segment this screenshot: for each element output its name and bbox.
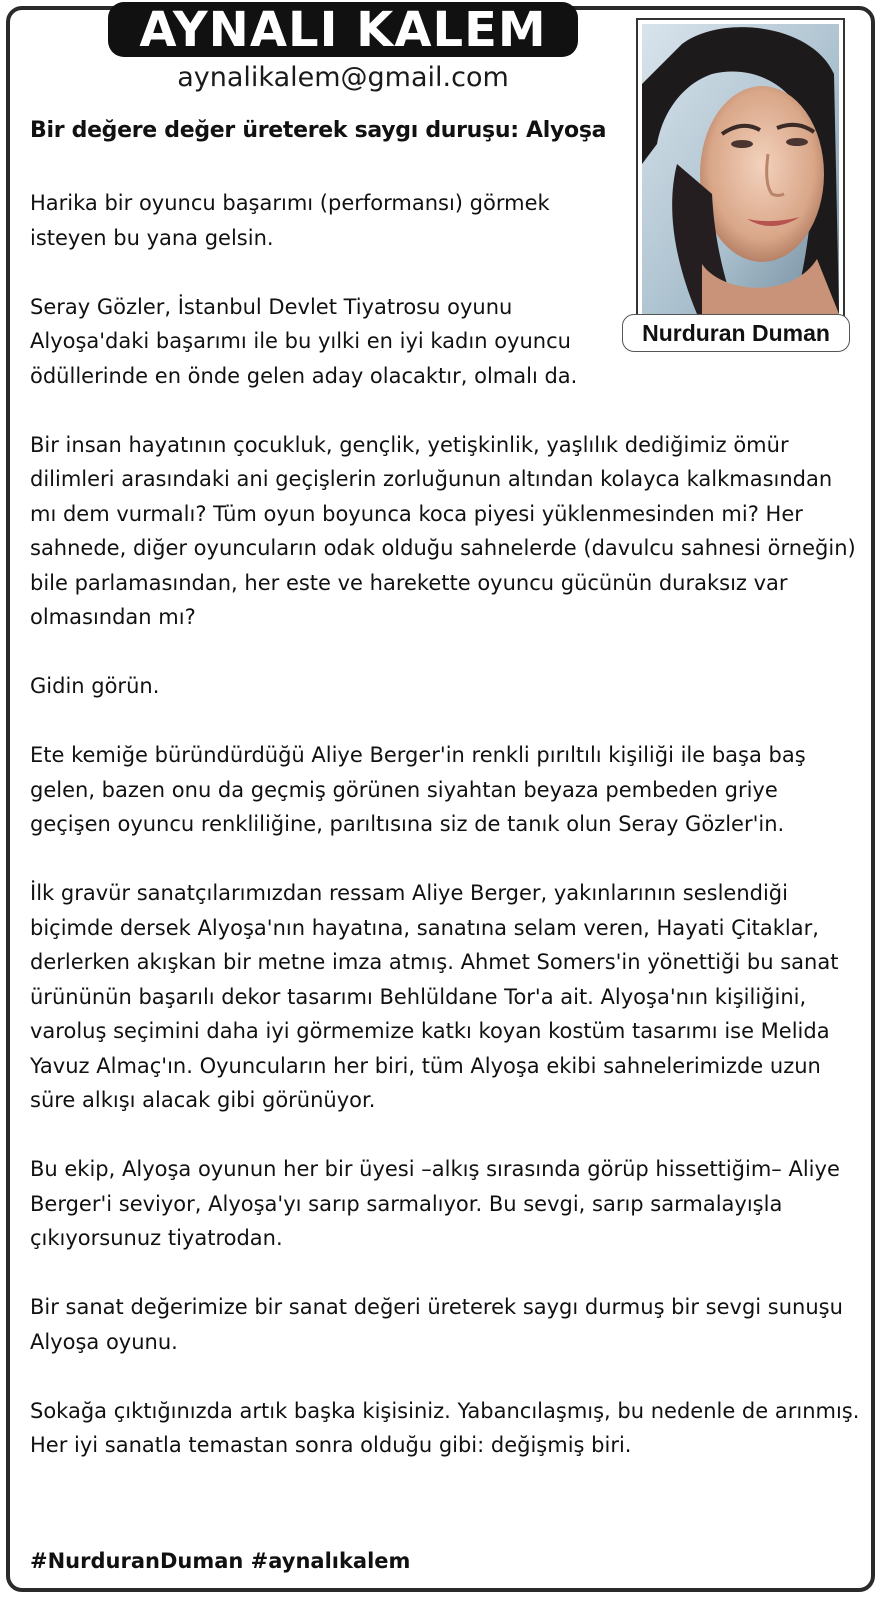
article-paragraph: Bu ekip, Alyoşa oyunun her bir üyesi –alkış sırasında görüp hissettiğim– Aliye Berger'i seviyor, Alyoşa'yı sarıp sarmalıyor. Bu sevgi, sarıp sarmalayışla çıkıyorsunuz tiyatrodan. <box>30 1157 840 1250</box>
article-paragraph: Seray Gözler, İstanbul Devlet Tiyatrosu oyunu Alyoşa'daki başarımı ile bu yılki en iyi kadın oyuncu ödüllerinde en önde gelen aday olacaktır, olmalı da. <box>30 294 578 388</box>
hashtags[interactable]: #NurduranDuman #aynalıkalem <box>30 1549 411 1573</box>
masthead-title: AYNALI KALEM <box>108 2 578 57</box>
contact-email[interactable]: aynalikalem@gmail.com <box>177 62 509 93</box>
article-paragraph: Sokağa çıktığınızda artık başka kişisiniz. Yabancılaşmış, bu nedenle de arınmış. Her iyi sanatla temastan sonra olduğu gibi: değişmiş biri. <box>30 1398 860 1457</box>
author-name-label: Nurduran Duman <box>622 314 850 352</box>
article-paragraph: Ete kemiğe büründürdüğü Aliye Berger'in renkli pırıltılı kişiliği ile başa baş gelen, bazen onu da geçmiş görünen siyahtan beyaza pembeden griye geçişen oyuncu renkliliğine, parıltısına siz de tanık olun Seray Gözler'in. <box>30 743 806 836</box>
article-body <box>30 186 860 1497</box>
article-paragraph: İlk gravür sanatçılarımızdan ressam Aliye Berger, yakınlarının seslendiği biçimde dersek Alyoşa'nın hayatına, sanatına selam veren, Hayati Çitaklar, derlerken akışkan bir metne imza atmış. Ahmet Somers'in yönettiği bu sanat ürününün başarılı dekor tasarımı Behlüldane Tor'a ait. Alyoşa'nın kişiliğini, varoluş seçimini daha iyi görmemize katkı koyan kostüm tasarımı ise Melida Yavuz Almaç'ın. Oyuncuların her biri, tüm Alyoşa ekibi sahnelerimizde uzun süre alkışı alacak gibi görünüyor. <box>30 881 839 1112</box>
article-paragraph: Bir sanat değerimize bir sanat değeri üreterek saygı durmuş bir sevgi sunuşu Alyoşa oyunu. <box>30 1295 843 1354</box>
article-paragraph: Bir insan hayatının çocukluk, gençlik, yetişkinlik, yaşlılık dediğimiz ömür dilimleri arasındaki ani geçişlerin zorluğunun altından kolayca kalkmasından mı dem vurmalı? Tüm oyun boyunca koca piyesi yüklenmesinden mi? Her sahnede, diğer oyuncuların odak olduğu sahnelerde (davulcu sahnesi örneğin) bile parlamasından, her este ve harekette oyuncu gücünün duraksız var olmasından mı? <box>30 432 856 629</box>
article-paragraph: Harika bir oyuncu başarımı (performansı) görmek isteyen bu yana gelsin. <box>30 191 550 250</box>
article-paragraph: Gidin görün. <box>30 674 160 698</box>
article-headline: Bir değere değer üreterek saygı duruşu: Alyoşa <box>30 118 607 143</box>
